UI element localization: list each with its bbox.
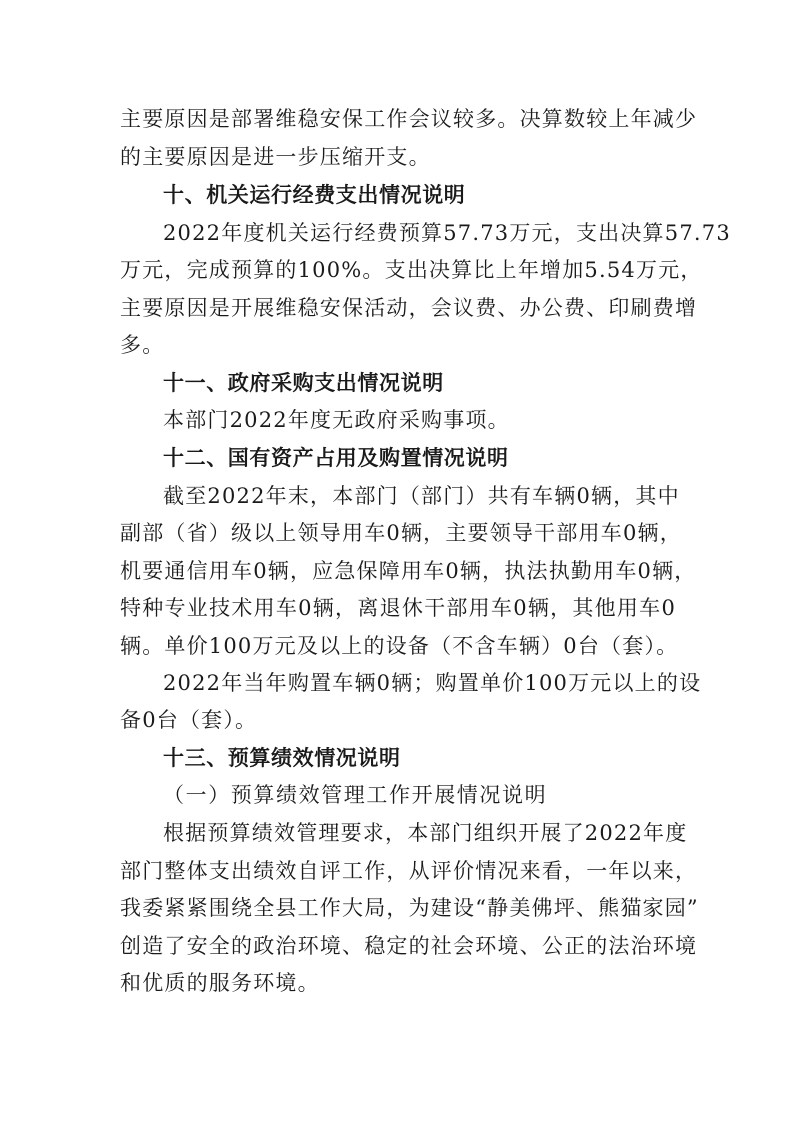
paragraph-line: 万元，完成预算的100%。支出决算比上年增加5.54万元， <box>120 258 703 282</box>
paragraph-line: 创造了安全的政治环境、稳定的社会环境、公正的法治环境 <box>120 934 698 958</box>
paragraph-line: 辆。单价100万元及以上的设备（不含车辆）0台（套）。 <box>120 634 679 658</box>
paragraph-line: 的主要原因是进一步压缩开支。 <box>120 145 431 169</box>
paragraph-line: 部门整体支出绩效自评工作，从评价情况来看，一年以来， <box>120 859 698 883</box>
paragraph-line: 和优质的服务环境。 <box>120 971 320 995</box>
subsection-heading-1: （一）预算绩效管理工作开展情况说明 <box>163 783 548 807</box>
paragraph-line: 我委紧紧围绕全县工作大局，为建设“静美佛坪、熊猫家园” <box>120 896 699 920</box>
paragraph-line: 副部（省）级以上领导用车0辆，主要领导干部用车0辆， <box>120 521 682 545</box>
paragraph-line: 本部门2022年度无政府采购事项。 <box>163 408 510 432</box>
paragraph-line: 多。 <box>120 333 165 357</box>
paragraph-line: 2022年度机关运行经费预算57.73万元，支出决算57.73 <box>163 221 731 245</box>
paragraph-line: 主要原因是部署维稳安保工作会议较多。决算数较上年减少 <box>120 107 698 131</box>
section-heading-12: 十二、国有资产占用及购置情况说明 <box>163 446 509 470</box>
paragraph-line: 特种专业技术用车0辆，离退休干部用车0辆，其他用车0 <box>120 596 676 620</box>
section-heading-11: 十一、政府采购支出情况说明 <box>163 371 444 395</box>
paragraph-line: 备0台（套）。 <box>120 708 258 732</box>
paragraph-line: 截至2022年末，本部门（部门）共有车辆0辆，其中 <box>163 484 680 508</box>
paragraph-line: 根据预算绩效管理要求，本部门组织开展了2022年度 <box>163 821 688 845</box>
paragraph-line: 主要原因是开展维稳安保活动，会议费、办公费、印刷费增 <box>120 296 698 320</box>
section-heading-13: 十三、预算绩效情况说明 <box>163 746 401 770</box>
paragraph-line: 机要通信用车0辆，应急保障用车0辆，执法执勤用车0辆， <box>120 559 697 583</box>
section-heading-10: 十、机关运行经费支出情况说明 <box>163 183 466 207</box>
paragraph-line: 2022年当年购置车辆0辆；购置单价100万元以上的设 <box>163 671 702 695</box>
